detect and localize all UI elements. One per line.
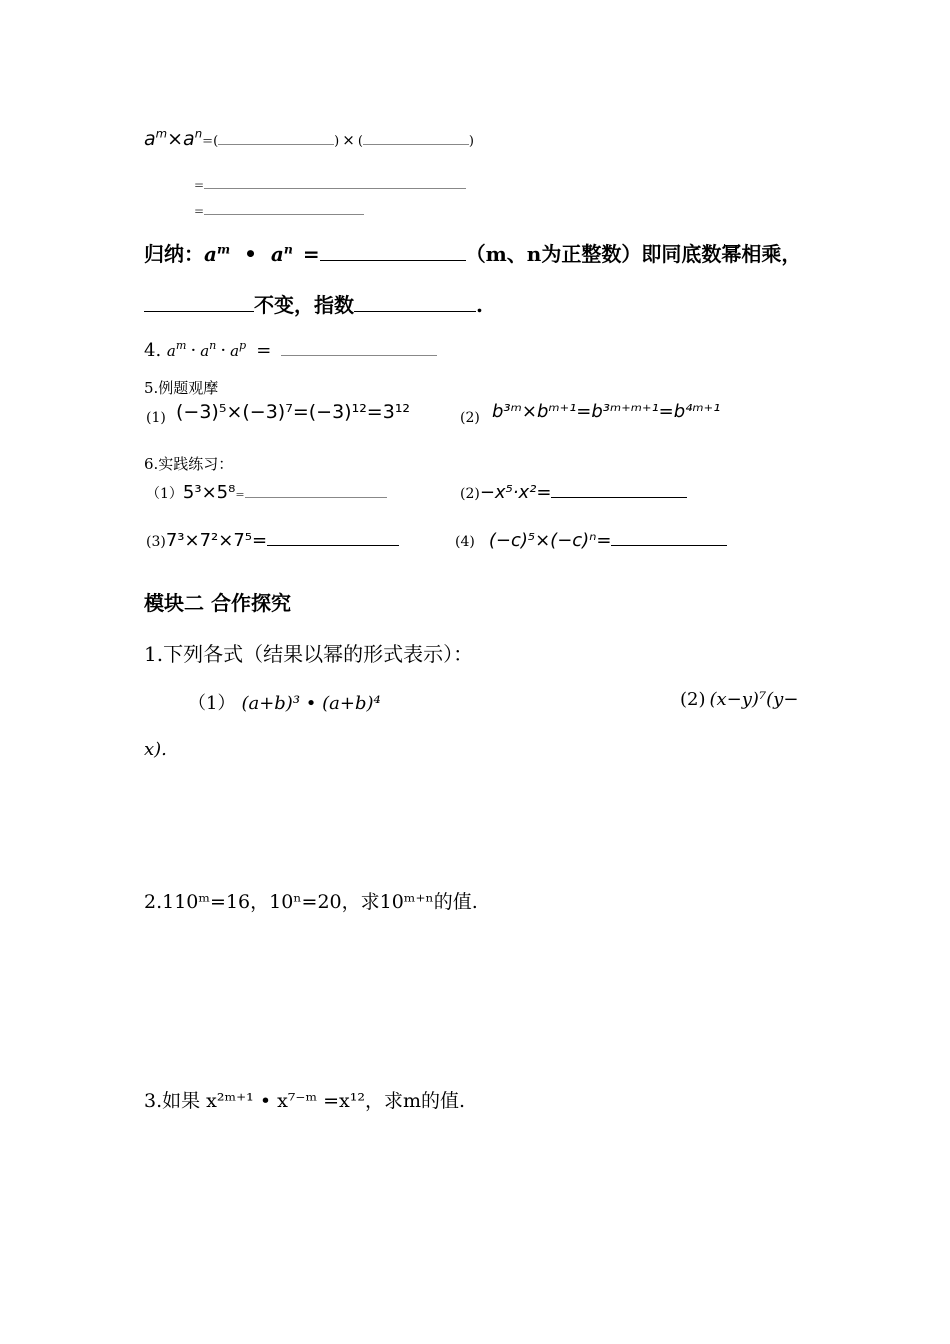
- item-5-title: 5.例题观摩: [144, 379, 219, 397]
- times-sign-2: ×: [342, 131, 355, 149]
- blank-4[interactable]: [204, 214, 364, 215]
- practice-1-expr: 5³×5⁸: [182, 482, 236, 503]
- part-2-num: (2): [680, 689, 706, 710]
- summary-line-2: [144, 289, 483, 318]
- equals-sign: =: [194, 204, 205, 218]
- practice-2-num: (2): [460, 486, 480, 502]
- practice-1-num: （1）: [146, 486, 183, 502]
- base-a-3: a: [230, 342, 240, 360]
- dot: ·: [190, 340, 197, 361]
- blank-2[interactable]: [363, 144, 469, 145]
- blank-practice-2[interactable]: [551, 497, 687, 498]
- practice-3: [146, 530, 399, 551]
- part-1-num: （1）: [188, 693, 236, 714]
- equals-sign: =: [302, 242, 320, 266]
- close-paren: ): [334, 134, 340, 149]
- close-paren-2: ): [468, 134, 474, 149]
- exp-n: n: [194, 126, 203, 141]
- practice-3-expr: 7³×7²×7⁵=: [165, 530, 268, 551]
- base-a-2: a: [183, 128, 195, 150]
- module-2-title: 模块二 合作探究: [144, 591, 291, 615]
- practice-2: [460, 482, 687, 503]
- equals-sign: =: [235, 488, 245, 501]
- dot-2: ·: [220, 340, 227, 361]
- part-2-continued: x).: [144, 739, 167, 760]
- summary-label: 归纳：: [144, 242, 204, 266]
- base-a: a: [204, 242, 217, 266]
- example-1-num: (1): [146, 410, 166, 426]
- item-6-title: 6.实践练习：: [144, 455, 234, 473]
- blank-practice-1[interactable]: [245, 497, 387, 498]
- practice-4-num: (4): [455, 534, 475, 550]
- equals-sign: =: [194, 178, 205, 192]
- base-a: a: [144, 128, 156, 150]
- exp-n: n: [283, 241, 293, 257]
- practice-3-num: (3): [146, 534, 166, 550]
- part-1-expr: (a+b)³ • (a+b)⁴: [241, 693, 381, 714]
- blank-item-4[interactable]: [281, 355, 437, 356]
- question-1-part-1: [188, 689, 381, 715]
- blank-1[interactable]: [218, 144, 334, 145]
- open-paren-2: (: [357, 134, 363, 149]
- blank-practice-4[interactable]: [611, 545, 727, 546]
- blank-result[interactable]: [320, 260, 466, 261]
- equals-line-2: [194, 204, 364, 218]
- question-1: 1.下列各式（结果以幂的形式表示）：: [144, 642, 474, 666]
- blank-3[interactable]: [204, 188, 466, 189]
- blank-exponent[interactable]: [354, 311, 476, 312]
- summary-end: .: [476, 293, 483, 317]
- base-a-2: a: [270, 242, 284, 266]
- exp-p: p: [239, 339, 247, 352]
- base-a: a: [166, 342, 176, 360]
- exp-m: m: [175, 339, 187, 352]
- exp-m: m: [155, 126, 168, 141]
- item-4-num: 4.: [144, 340, 162, 361]
- summary-mid: 不变，指数: [254, 293, 354, 317]
- blank-practice-3[interactable]: [267, 545, 399, 546]
- base-a-2: a: [200, 342, 210, 360]
- equals-sign: =: [202, 134, 214, 149]
- question-1-part-2: [680, 689, 798, 710]
- part-2-expr: (x−y)⁷(y−: [709, 689, 799, 710]
- question-2: 2.110ᵐ=16，10ⁿ=20，求10ᵐ⁺ⁿ的值.: [144, 891, 478, 913]
- item-4: [144, 340, 437, 361]
- summary-paren-text: （m、n为正整数）即同底数幂相乘，: [465, 242, 802, 266]
- practice-2-expr: −x⁵·x²=: [479, 482, 552, 503]
- example-2-expr: b³ᵐ×bᵐ⁺¹=b³ᵐ⁺ᵐ⁺¹=b⁴ᵐ⁺¹: [492, 401, 721, 422]
- product-expansion-line: [144, 128, 474, 150]
- equals-sign: =: [256, 340, 272, 361]
- example-2-num: (2): [460, 410, 480, 426]
- times-sign: ×: [167, 128, 184, 150]
- summary-line: [144, 238, 801, 267]
- example-1-expr: (−3)⁵×(−3)⁷=(−3)¹²=3¹²: [176, 401, 411, 423]
- open-paren: (: [213, 134, 219, 149]
- dot: •: [244, 242, 257, 266]
- practice-4-expr: (−c)⁵×(−c)ⁿ=: [488, 530, 612, 551]
- blank-base[interactable]: [144, 311, 254, 312]
- practice-4: [455, 530, 727, 551]
- equals-line-1: [194, 178, 466, 192]
- question-3: 3.如果 x²ᵐ⁺¹ • x⁷⁻ᵐ =x¹²，求m的值.: [144, 1090, 466, 1112]
- exp-n: n: [209, 339, 217, 352]
- practice-1: [146, 482, 387, 503]
- exp-m: m: [216, 241, 231, 257]
